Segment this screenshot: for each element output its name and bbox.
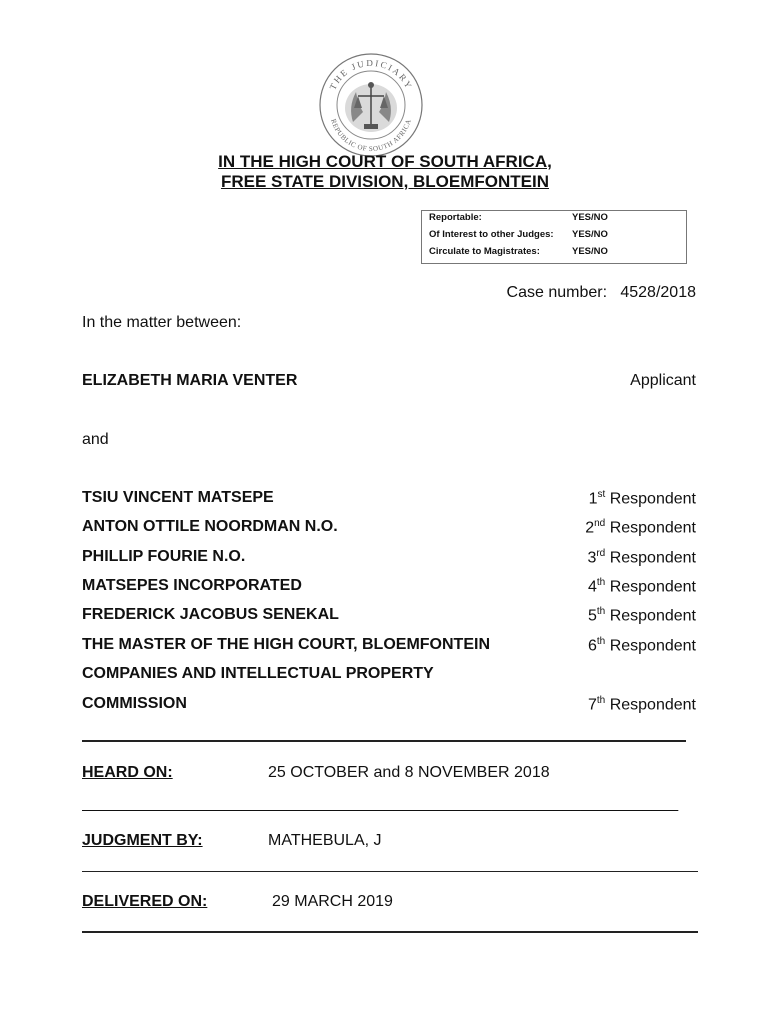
respondent-ordinal-suffix: th	[596, 577, 606, 588]
judiciary-seal	[318, 52, 424, 158]
respondent-role	[588, 606, 696, 625]
case-number	[507, 284, 696, 302]
heard-on-value: 25 OCTOBER and 8 NOVEMBER 2018	[268, 764, 550, 781]
respondent-ordinal: 1	[588, 490, 598, 508]
court-name-line2: FREE STATE DIVISION, BLOEMFONTEIN	[220, 172, 550, 191]
matter-between: In the matter between:	[82, 314, 242, 331]
respondent-ordinal-suffix: nd	[594, 518, 606, 529]
respondent-name-line1: COMPANIES AND INTELLECTUAL PROPERTY	[82, 665, 434, 682]
respondent-role	[589, 489, 696, 508]
respondent-name: PHILLIP FOURIE N.O.	[82, 548, 246, 565]
respondent-role	[585, 518, 696, 537]
reportable-label: Reportable:	[429, 212, 482, 223]
respondent-role	[588, 636, 696, 655]
respondent-name: FREDERICK JACOBUS SENEKAL	[82, 606, 339, 623]
judgment-by-label: JUDGMENT BY:	[82, 832, 203, 849]
reportable-table	[421, 210, 687, 264]
respondent-name: TSIU VINCENT MATSEPE	[82, 489, 274, 506]
judiciary-seal-icon	[318, 52, 424, 158]
respondent-role	[588, 577, 696, 596]
respondent-ordinal-suffix: st	[597, 489, 606, 500]
respondent-role	[588, 695, 696, 714]
divider	[82, 740, 686, 742]
respondent-name: THE MASTER OF THE HIGH COURT, BLOEMFONTEIN	[82, 636, 490, 653]
respondent-ordinal: 2	[585, 519, 595, 537]
respondent-ordinal-suffix: th	[596, 695, 606, 706]
heard-on-label: HEARD ON:	[82, 764, 173, 781]
respondent-role-text: Respondent	[609, 549, 696, 567]
respondent-role-text: Respondent	[609, 696, 696, 714]
respondent-name: COMMISSION	[82, 695, 187, 712]
underscore-rule: ___________________________________________________________________	[82, 795, 679, 812]
divider	[82, 871, 698, 872]
respondent-name: MATSEPES INCORPORATED	[82, 577, 302, 594]
respondent-ordinal-suffix: th	[596, 636, 606, 647]
interest-row	[429, 229, 682, 243]
and-text: and	[82, 431, 109, 448]
judgment-by-value: MATHEBULA, J	[268, 832, 382, 849]
respondent-role-text: Respondent	[609, 490, 696, 508]
respondent-ordinal: 6	[588, 637, 597, 655]
respondent-ordinal-suffix: rd	[596, 548, 606, 559]
respondent-role-text: Respondent	[609, 637, 696, 655]
svg-text:REPUBLIC OF SOUTH AFRICA: REPUBLIC OF SOUTH AFRICA	[329, 117, 413, 154]
respondent-ordinal: 3	[587, 549, 597, 567]
reportable-row	[429, 212, 682, 226]
court-name-line1: IN THE HIGH COURT OF SOUTH AFRICA,	[218, 152, 552, 171]
applicant-role: Applicant	[630, 372, 696, 389]
case-number-value: 4528/2018	[620, 284, 696, 301]
respondent-role-text: Respondent	[609, 578, 696, 596]
svg-text:THE JUDICIARY: THE JUDICIARY	[327, 57, 415, 92]
interest-value: YES/NO	[572, 229, 608, 240]
applicant-name: ELIZABETH MARIA VENTER	[82, 372, 298, 389]
delivered-on-value: 29 MARCH 2019	[272, 893, 393, 910]
case-number-label: Case number:	[506, 284, 608, 301]
respondent-name: ANTON OTTILE NOORDMAN N.O.	[82, 518, 338, 535]
circulate-row	[429, 246, 682, 260]
delivered-on-label: DELIVERED ON:	[82, 893, 208, 910]
respondent-role-text: Respondent	[609, 519, 696, 537]
divider	[82, 931, 698, 933]
interest-label: Of Interest to other Judges:	[429, 229, 554, 240]
respondent-ordinal: 7	[588, 696, 597, 714]
respondent-role-text: Respondent	[609, 607, 696, 625]
respondent-role	[587, 548, 696, 567]
respondent-ordinal: 5	[588, 607, 597, 625]
respondent-ordinal-suffix: th	[596, 606, 606, 617]
reportable-value: YES/NO	[572, 212, 608, 223]
circulate-value: YES/NO	[572, 246, 608, 257]
respondent-ordinal: 4	[588, 578, 597, 596]
circulate-label: Circulate to Magistrates:	[429, 246, 540, 257]
